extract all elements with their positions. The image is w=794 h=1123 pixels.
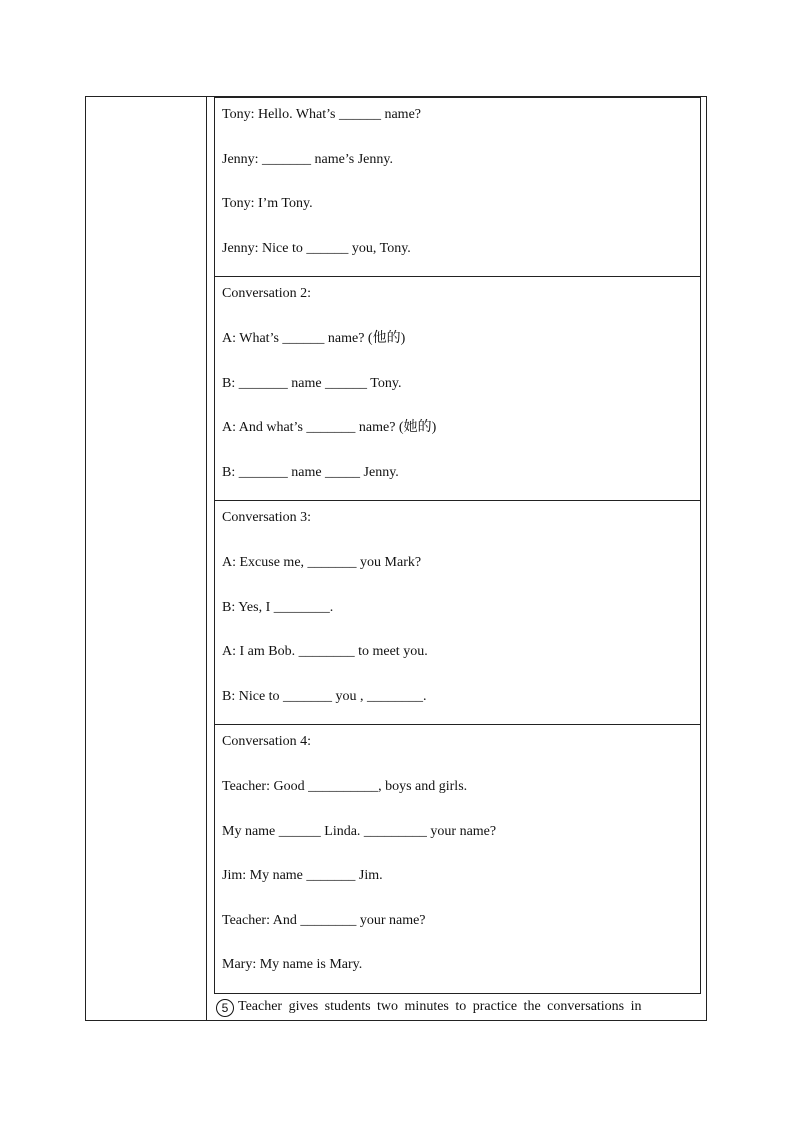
step-note-text: Teacher gives students two minutes to practice the conversations in xyxy=(238,999,642,1014)
dialogue-line: My name ______ Linda. _________ your name? xyxy=(222,823,497,839)
dialogue-line: Teacher: Good __________, boys and girls. xyxy=(222,778,468,794)
table-column-divider xyxy=(206,96,207,1021)
dialogue-line: Jenny: _______ name’s Jenny. xyxy=(222,151,393,167)
dialogue-line: A: What’s ______ name? (他的) xyxy=(222,330,406,346)
conversation-title: Conversation 4: xyxy=(222,734,312,750)
conversation-4-box xyxy=(215,724,700,993)
conversation-1-box xyxy=(215,98,700,276)
dialogue-line: Teacher: And ________ your name? xyxy=(222,912,426,928)
dialogue-line: Mary: My name is Mary. xyxy=(222,957,363,973)
dialogue-line: B: Yes, I ________. xyxy=(222,599,334,615)
conversation-3-box xyxy=(215,500,700,724)
dialogue-line: Jim: My name _______ Jim. xyxy=(222,868,383,884)
conversation-title: Conversation 3: xyxy=(222,510,312,526)
conversation-2-box xyxy=(215,276,700,500)
conversation-title: Conversation 2: xyxy=(222,286,312,302)
step-note xyxy=(216,998,671,1017)
dialogue-line: Tony: Hello. What’s ______ name? xyxy=(222,107,422,122)
dialogue-line: B: Nice to _______ you , ________. xyxy=(222,688,427,704)
dialogue-line: A: And what’s _______ name? (她的) xyxy=(222,420,437,436)
dialogue-line: A: I am Bob. ________ to meet you. xyxy=(222,644,428,660)
conversation-table xyxy=(214,97,701,994)
dialogue-line: B: _______ name _____ Jenny. xyxy=(222,464,399,480)
dialogue-line: B: _______ name ______ Tony. xyxy=(222,375,402,391)
dialogue-line: A: Excuse me, _______ you Mark? xyxy=(222,554,422,570)
step-number-badge: 5 xyxy=(216,999,234,1017)
dialogue-line: Tony: I’m Tony. xyxy=(222,196,313,212)
dialogue-line: Jenny: Nice to ______ you, Tony. xyxy=(222,240,411,256)
